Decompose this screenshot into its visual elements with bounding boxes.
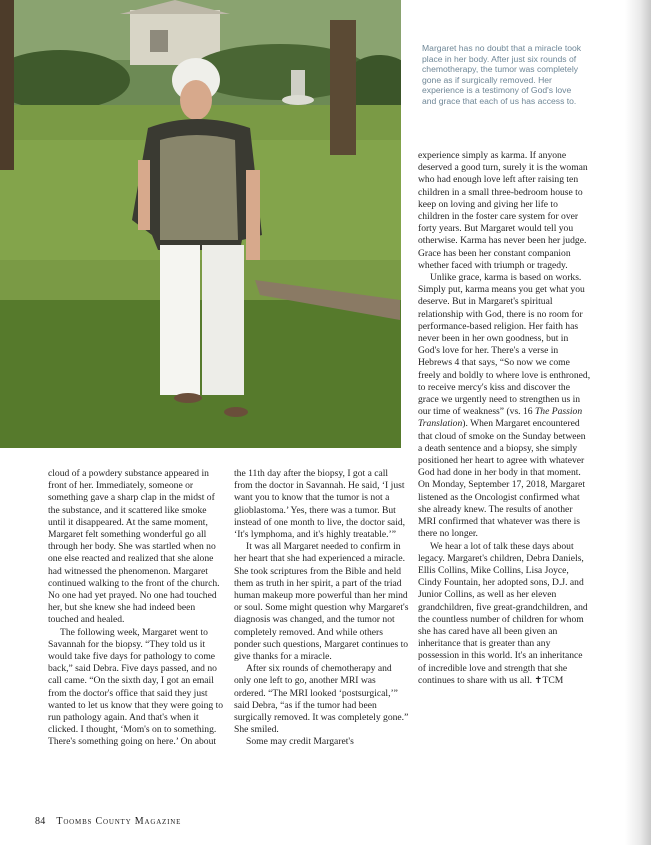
paragraph: It was all Margaret needed to confirm in her heart that she had experienced a miracle. She took scriptures from the Bible and held them as truth in her spirit, a part of the triad human makeup more powerful than her mind or soul. Some might question why Margaret's diagnosis was changed, and the tumor not completely removed. And while others ponder such questions, Margaret continues to give thanks for a miracle. xyxy=(234,541,409,663)
feature-photo xyxy=(0,0,401,448)
photo-caption: Margaret has no doubt that a miracle took place in her body. After just six rounds of chemotherapy, the tumor was completely gone as if surgically removed. Her experience is a testimony of God's love and grace that each of us has access to. xyxy=(422,43,582,106)
article-column-2 xyxy=(234,468,409,749)
paragraph: experience simply as karma. If anyone deserved a good turn, surely it is the woman who had enough love left after raising ten children in a small three-bedroom house to keep on loving and giving her life to children in the foster care system for over forty years. But Margaret would tell you otherwise. Karma has never been her judge. Grace has been her constant companion whether faced with triumph or tragedy. xyxy=(418,150,588,271)
paragraph: the 11th day after the biopsy, I got a call from the doctor in Savannah. He said, ‘I just want you to know that the tumor is not a glioblastoma.’ Yes, there was a tumor. But instead of one month to live, the doctor said, ‘It's lymphoma, and it's highly treatable.’” xyxy=(234,468,406,541)
page-edge-shadow xyxy=(625,0,651,845)
book-title: The Passion Translation xyxy=(418,406,583,430)
article-column-3 xyxy=(418,150,591,687)
paragraph: Some may credit Margaret's xyxy=(246,736,354,748)
paragraph: We hear a lot of talk these days about legacy. Margaret's children, Debra Daniels, Ellis Collins, Mike Collins, Lisa Joyce, Cindy Fountain, her adopted sons, D.J. and Junior Collins, as well as her eleven grandchildren, five great-grandchildren, and the countless number of children for whom she has cared have all been given an inheritance that is greater than any possession in this world. It's an inheritance of incredible love and strength that she continues to share with us all. ✝TCM xyxy=(418,540,588,686)
paragraph: cloud of a powdery substance appeared in front of her. Immediately, someone or something gave a sharp clap in the midst of the substance, and it scattered like smoke until it disappeared. At the same moment, Margaret felt something wonderful go all through her body. She was startled when no one else reacted and realized that she alone had witnessed the phenomenon. Margaret continued walking to the front of the church. No one had yet prayed. No one had touched her, but she knew she had indeed been touched and healed. xyxy=(48,468,220,626)
page-number: 84 xyxy=(35,816,46,827)
paragraph xyxy=(418,272,591,540)
paragraph-text: Unlike grace, karma is based on works. Simply put, karma means you get what you deserve. But in Margaret's spiritual relationship with God, there is no room for performance-based religion. Her faith has never been in her own goodness, but in God's love for her. There's a verse in Hebrews 4 that says, “So now we come freely and boldly to where love is enthroned, to receive mercy's kiss and discover the grace we urgently need to strengthen us in our time of weakness” (vs. 16 xyxy=(418,272,591,418)
article-column-1 xyxy=(48,468,226,749)
paragraph: The following week, Margaret went to Savannah for the biopsy. “They told us it would take five days for pathology to come back,” said Debra. Five days passed, and no call came. “On the sixth day, I got an email from the doctor's office that said they just wanted to let us know that they were going to run pathology again. And that's when it clicked. I thought, ‘Mom's on to something. There's something going on here.’ On about xyxy=(48,626,224,748)
photo-illustration xyxy=(0,0,401,448)
magazine-name: Toombs County Magazine xyxy=(56,816,182,827)
page-footer xyxy=(35,816,181,827)
paragraph-text: ). When Margaret encountered that cloud of smoke on the Sunday between a death sentence and a biopsy, she simply positioned her heart to agree with whatever God had done in her body in that moment. On Monday, September 17, 2018, Margaret listened as the Oncologist confirmed what she already knew. The results of another MRI confirmed that whatever was there is there no longer. xyxy=(418,418,586,540)
paragraph: After six rounds of chemotherapy and only one left to go, another MRI was ordered. “The MRI looked ‘postsurgical,’” said Debra, “as if the tumor had been surgically removed. It was completely gone.” She smiled. xyxy=(234,663,409,736)
